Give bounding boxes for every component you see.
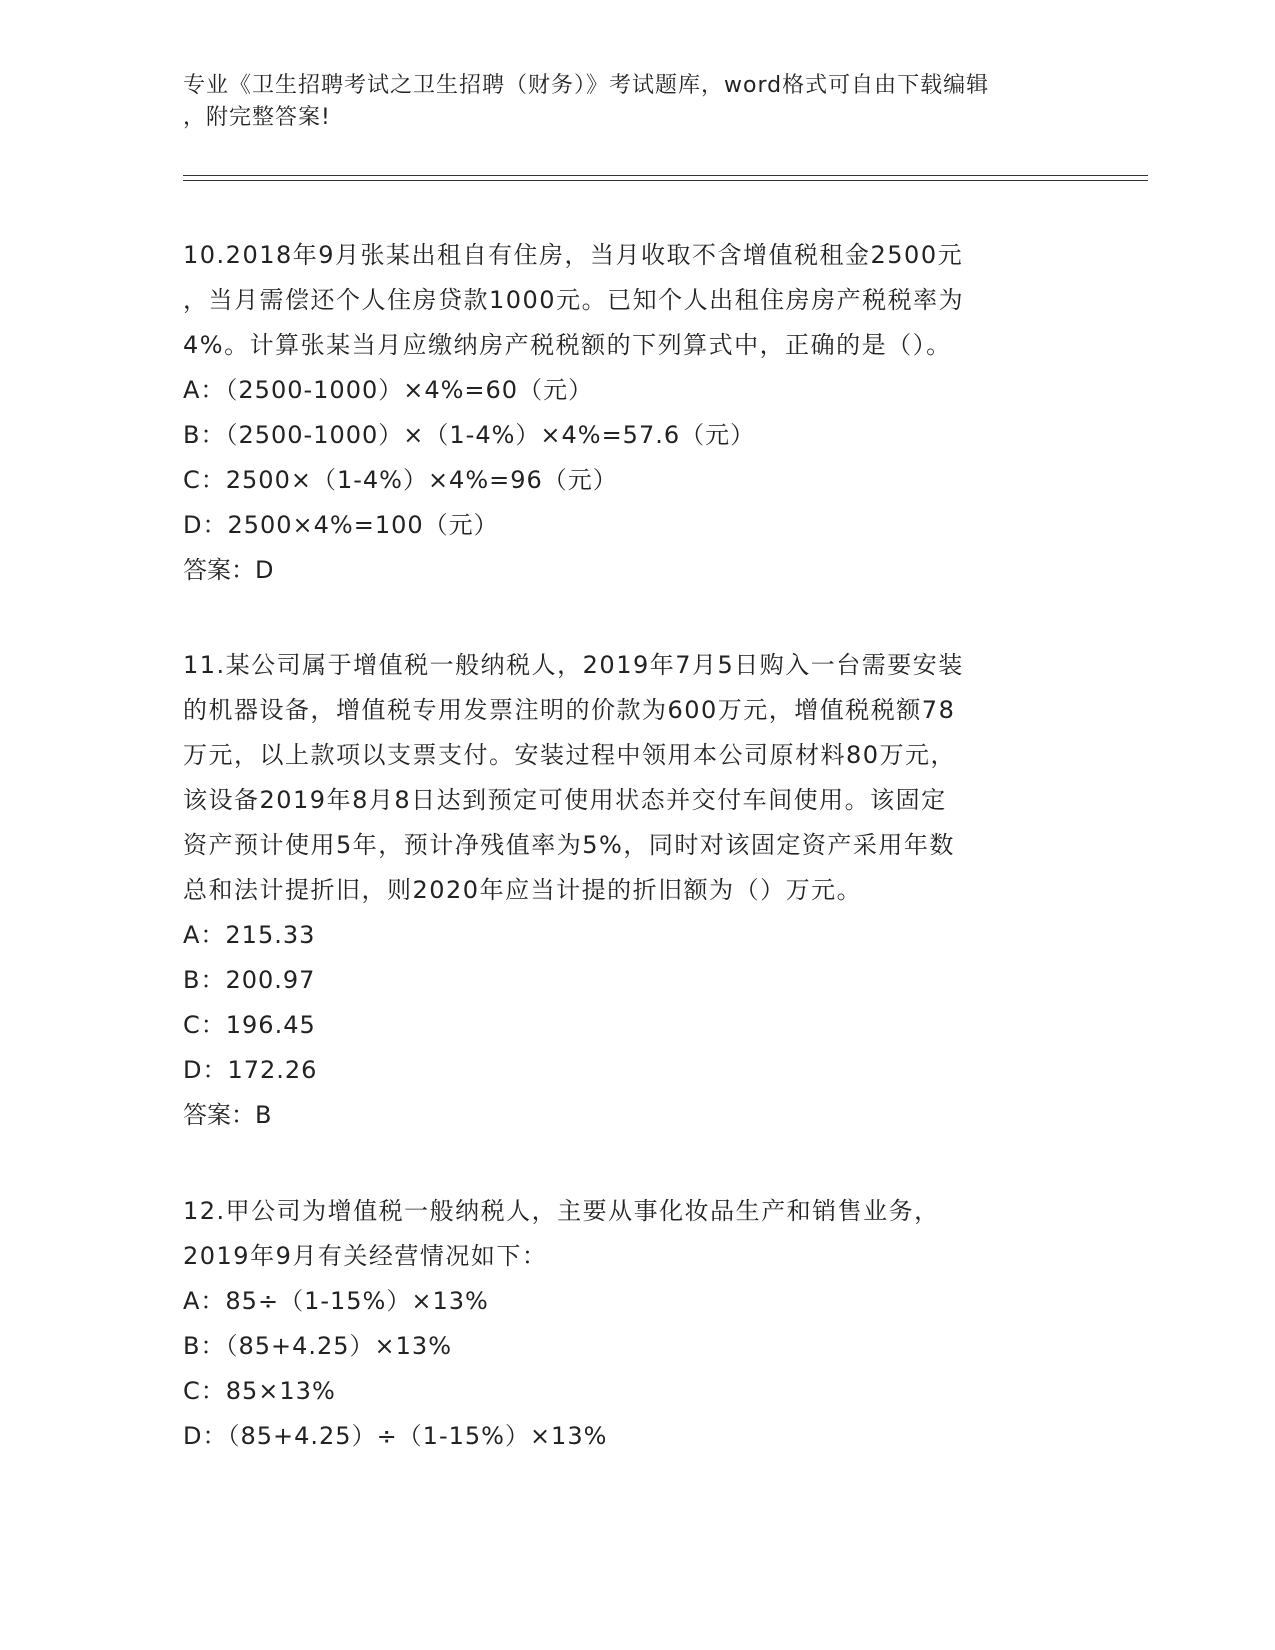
question-stem-line: 12.甲公司为增值税一般纳税人，主要从事化妆品生产和销售业务， <box>183 1197 940 1225</box>
option-a: A：（2500-1000）×4%=60（元） <box>183 376 594 404</box>
option-b: B：200.97 <box>183 966 316 994</box>
header-line-1: 专业《卫生招聘考试之卫生招聘（财务）》考试题库，word格式可自由下载编辑 <box>183 73 990 98</box>
option-a: A：85÷（1-15%）×13% <box>183 1287 489 1315</box>
header-divider-top <box>183 175 1148 176</box>
question-stem-line: ，当月需偿还个人住房贷款1000元。已知个人出租住房房产税税率为 <box>183 286 965 314</box>
question-stem-line: 该设备2019年8月8日达到预定可使用状态并交付车间使用。该固定 <box>183 786 947 814</box>
question-10 <box>183 233 1083 593</box>
option-c: C：196.45 <box>183 1011 316 1039</box>
answer-line: 答案：D <box>183 556 274 584</box>
question-stem-line: 的机器设备，增值税专用发票注明的价款为600万元，增值税税额78 <box>183 696 956 724</box>
option-d: D：（85+4.25）÷（1-15%）×13% <box>183 1422 608 1450</box>
question-12 <box>183 1189 1083 1459</box>
question-stem-line: 万元，以上款项以支票支付。安装过程中领用本公司原材料80万元， <box>183 741 957 769</box>
answer-line: 答案：B <box>183 1101 272 1129</box>
option-b: B：（2500-1000）×（1-4%）×4%=57.6（元） <box>183 421 756 449</box>
question-stem-line: 11.某公司属于增值税一般纳税人，2019年7月5日购入一台需要安装 <box>183 651 964 679</box>
question-stem-line: 10.2018年9月张某出租自有住房，当月收取不含增值税租金2500元 <box>183 241 964 269</box>
option-c: C：85×13% <box>183 1377 336 1405</box>
option-c: C：2500×（1-4%）×4%=96（元） <box>183 466 618 494</box>
document-header <box>183 70 1083 134</box>
question-stem-line: 4%。计算张某当月应缴纳房产税税额的下列算式中，正确的是（）。 <box>183 331 952 359</box>
option-a: A：215.33 <box>183 921 316 949</box>
question-stem-line: 资产预计使用5年，预计净残值率为5%，同时对该固定资产采用年数 <box>183 831 955 859</box>
question-11 <box>183 643 1083 1138</box>
question-stem-line: 2019年9月有关经营情况如下： <box>183 1242 548 1270</box>
question-stem-line: 总和法计提折旧，则2020年应当计提的折旧额为（）万元。 <box>183 876 863 904</box>
option-b: B：（85+4.25）×13% <box>183 1332 453 1360</box>
option-d: D：172.26 <box>183 1056 318 1084</box>
header-line-2: ，附完整答案! <box>183 105 331 130</box>
option-d: D：2500×4%=100（元） <box>183 511 499 539</box>
header-divider-bottom <box>183 180 1148 181</box>
